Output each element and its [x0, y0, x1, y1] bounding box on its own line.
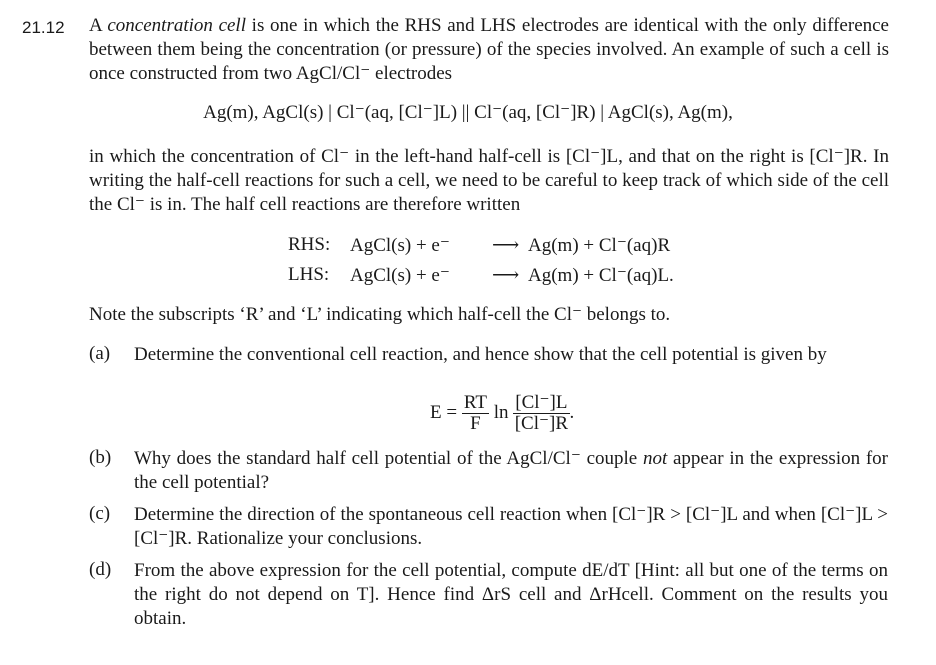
part-d-text: From the above expression for the cell potential, compute dE/dT [Hint: all but one of the terms on the right do not depend on T]. Hence find ΔrS cell and ΔrHcell. Comment on the results you obtain. — [134, 560, 888, 629]
half-reaction-rhs: RHS: AgCl(s) + e⁻ ⟶ Ag(m) + Cl⁻(aq)R — [288, 230, 674, 260]
part-d-label: (d) — [89, 559, 112, 580]
cell-notation: Ag(m), AgCl(s) | Cl⁻(aq, [Cl⁻]L) || Cl⁻(aq, [Cl⁻]R) | AgCl(s), Ag(m), — [203, 102, 733, 123]
concentration-cell-term: concentration cell — [107, 15, 246, 36]
arrow-icon: ⟶ — [492, 264, 520, 286]
part-b-label: (b) — [89, 447, 112, 468]
half-reactions — [288, 230, 674, 290]
part-c-text: Determine the direction of the spontaneous cell reaction when [Cl⁻]R > [Cl⁻]L and when [Cl⁻]L > [Cl⁻]R. Rationalize your conclusions. — [134, 504, 888, 549]
half-reaction-lhs: LHS: AgCl(s) + e⁻ ⟶ Ag(m) + Cl⁻(aq)L. — [288, 260, 674, 290]
concentration-paragraph: in which the concentration of Cl⁻ in the left-hand half-cell is [Cl⁻]L, and that on the right is [Cl⁻]R. In writing the half-cell reactions for such a cell, we need to be careful to keep track of which side of the cell the Cl⁻ is in. The half cell reactions are therefore written — [89, 146, 889, 215]
subscript-note: Note the subscripts ‘R’ and ‘L’ indicating which half-cell the Cl⁻ belongs to. — [89, 304, 671, 325]
part-a-label: (a) — [89, 343, 111, 364]
arrow-icon: ⟶ — [492, 234, 520, 256]
part-c-label: (c) — [89, 503, 111, 524]
cell-potential-equation: E = $\frac{RT}{F}$ ln $\frac{[Cl^-]L}{[Cl^-]R}$ . — [430, 392, 575, 434]
concentration-ratio: $\frac{[Cl^-]L}{[Cl^-]R}$ — [514, 392, 569, 434]
rt-over-f: $\frac{RT}{F}$ — [463, 392, 487, 434]
part-b-text: Why does the standard half cell potential of the AgCl/Cl⁻ couple not appear in the expression for the cell potential? — [134, 448, 888, 493]
part-a-text: Determine the conventional cell reaction, and hence show that the cell potential is given by — [134, 344, 827, 365]
problem-number: 21.12 — [22, 18, 65, 37]
intro-paragraph: A concentration cell is one in which the RHS and LHS electrodes are identical with the only difference between them being the concentration (or pressure) of the species involved. An example of such a cell is once constructed from two AgCl/Cl⁻ electrodes — [89, 15, 889, 84]
